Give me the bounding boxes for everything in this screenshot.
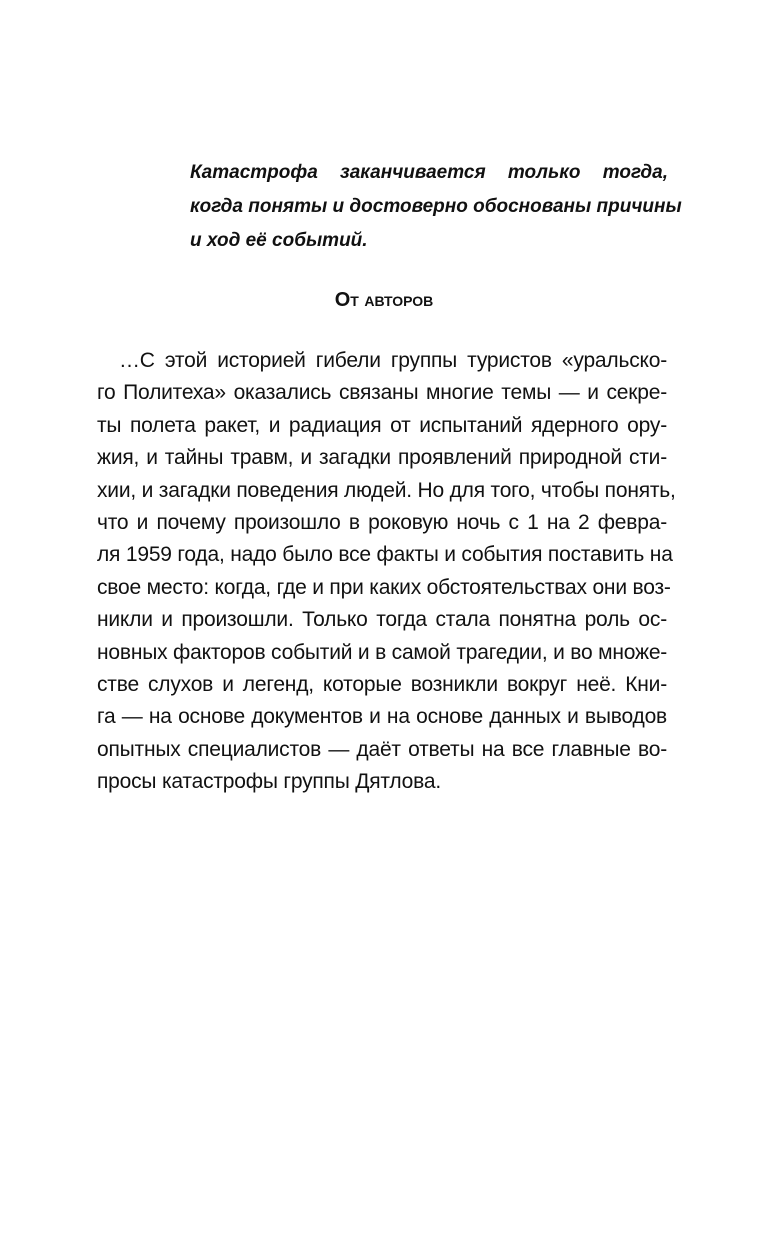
epigraph-line: и ход её событий. [190,230,368,251]
paragraph-line: го Политеха» оказались связаны многие темы — и секре- [97,381,667,405]
paragraph-line: что и почему произошло в роковую ночь с 1 на 2 февра- [97,511,667,535]
paragraph-line: просы катастрофы группы Дятлова. [97,770,441,794]
epigraph [190,156,682,258]
paragraph-line: стве слухов и легенд, которые возникли вокруг неё. Кни- [97,673,667,697]
epigraph-line: когда поняты и достоверно обоснованы причины [190,196,682,217]
paragraph-line: ты полета ракет, и радиация от испытаний ядерного ору- [97,413,667,437]
paragraph-line: га — на основе документов и на основе данных и выводов [97,705,667,729]
section-title-text: От авторов [334,289,434,311]
paragraph-line: ля 1959 года, надо было все факты и события поставить на [97,543,673,567]
paragraph-line: никли и произошли. Только тогда стала понятна роль ос- [97,608,667,632]
paragraph-line: новных факторов событий и в самой трагедии, и во множе- [97,640,668,664]
paragraph-line: …С этой историей гибели группы туристов «уральско- [119,349,667,372]
paragraph-line: хии, и загадки поведения людей. Но для того, чтобы понять, [97,478,676,502]
paragraph-line: опытных специалистов — даёт ответы на все главные во- [97,737,667,761]
paragraph-line: свое место: когда, где и при каких обстоятельствах они воз- [97,575,671,599]
paragraph-line: жия, и тайны травм, и загадки проявлений природной сти- [97,446,667,470]
epigraph-line: Катастрофа заканчивается только тогда, [190,162,668,183]
body-paragraph [97,345,676,799]
section-title [0,285,768,315]
